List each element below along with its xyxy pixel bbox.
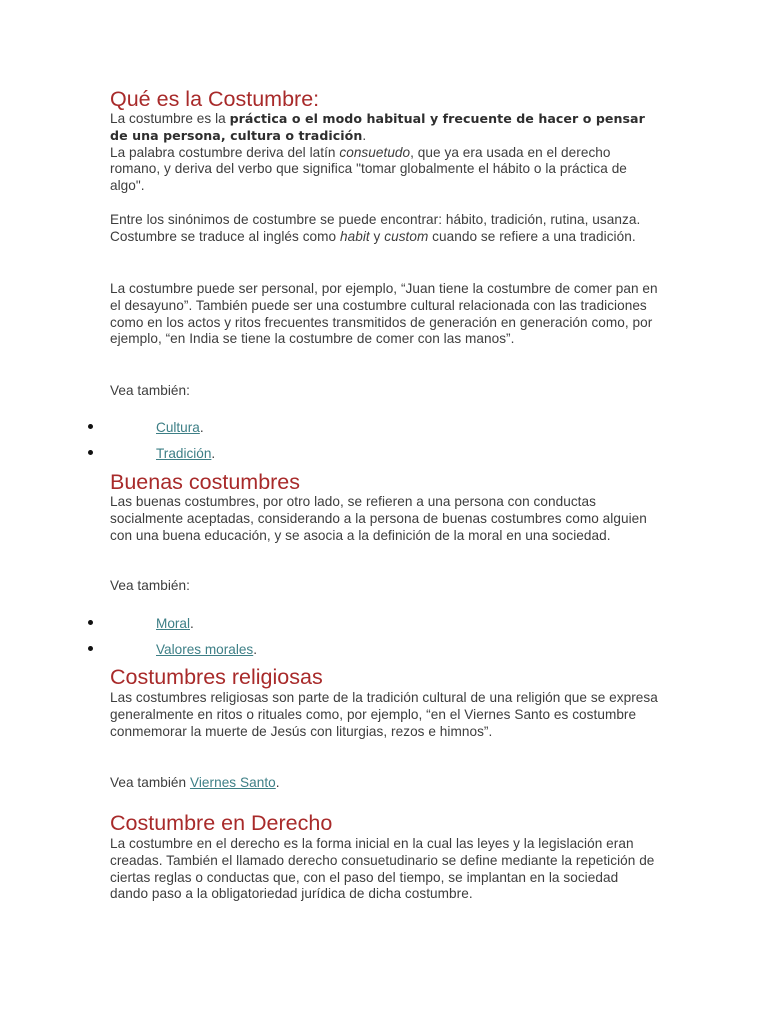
punctuation: . (275, 775, 280, 790)
heading-buenas-costumbres: Buenas costumbres (110, 470, 301, 494)
paragraph-text: , que ya era usada en el derecho romano, y deriva del verbo que significa "tomar globalmente el hábito o la práctica de algo". (110, 144, 627, 194)
punctuation: . (190, 616, 194, 631)
italic-term: custom (384, 228, 429, 244)
bullet-icon (88, 424, 93, 429)
paragraph-buenas-costumbres: Las buenas costumbres, por otro lado, se refieren a una persona con conductas socialmente aceptadas, considerando a la persona de buenas costumbres como alguien con una buena educación, y se asocia a la definición de la moral en una sociedad. (110, 494, 647, 543)
paragraph-text: cuando se refiere a una tradición. (428, 228, 636, 244)
see-also-label: Vea también: (110, 383, 190, 398)
italic-term: consuetudo (339, 144, 411, 160)
see-also-label: Vea también: (110, 578, 190, 593)
link-cultura[interactable]: Cultura (156, 420, 200, 435)
link-tradicion[interactable]: Tradición (156, 446, 212, 461)
italic-term: habit (339, 228, 370, 244)
bullet-icon (88, 620, 93, 625)
paragraph-examples: La costumbre puede ser personal, por ejemplo, “Juan tiene la costumbre de comer pan en el desayuno”. También puede ser una costumbre cultural relacionada con las tradiciones como en los actos y ritos frecuentes transmitidos de generación en generación como, por ejemplo, “en India se tiene la costumbre de comer con las manos”. (110, 281, 658, 347)
see-also-line (110, 775, 660, 792)
link-moral[interactable]: Moral (156, 616, 190, 631)
paragraph-definition (110, 111, 660, 195)
bullet-icon (88, 450, 93, 455)
paragraph-costumbres-religiosas: Las costumbres religiosas son parte de la tradición cultural de una religión que se expresa generalmente en ritos o rituales como, por ejemplo, “en el Viernes Santo es costumbre conmemorar la muerte de Jesús con liturgias, rezos e himnos”. (110, 690, 658, 739)
paragraph-costumbre-en-derecho: La costumbre en el derecho es la forma inicial en la cual las leyes y la legislación eran creadas. También el llamado derecho consuetudinario se define mediante la repetición de ciertas reglas o conductas que, con el paso del tiempo, se implantan en la sociedad dando paso a la obligatoriedad jurídica de dicha costumbre. (110, 836, 655, 902)
link-valores-morales[interactable]: Valores morales (156, 642, 254, 657)
punctuation: . (199, 420, 204, 435)
bullet-icon (88, 646, 93, 651)
heading-costumbre-en-derecho: Costumbre en Derecho (110, 811, 333, 835)
punctuation: . (253, 642, 257, 657)
paragraph-synonyms (110, 212, 660, 246)
paragraph-text: La costumbre es la (110, 111, 230, 126)
heading-que-es-la-costumbre: Qué es la Costumbre: (110, 87, 320, 111)
see-also-label: Vea también (110, 775, 190, 790)
paragraph-text: La palabra costumbre deriva del latín (110, 144, 340, 160)
bold-definition: práctica o el modo habitual y frecuente de hacer o pensar de una persona, cultura o tradición (110, 111, 645, 143)
link-viernes-santo[interactable]: Viernes Santo (189, 775, 276, 790)
heading-costumbres-religiosas: Costumbres religiosas (110, 665, 323, 689)
paragraph-text: y (369, 228, 385, 244)
paragraph-text: . (362, 127, 367, 143)
paragraph-text: Entre los sinónimos de costumbre se puede encontrar: hábito, tradición, rutina, usanza. Costumbre se traduce al inglés como (110, 212, 641, 244)
punctuation: . (211, 446, 216, 461)
